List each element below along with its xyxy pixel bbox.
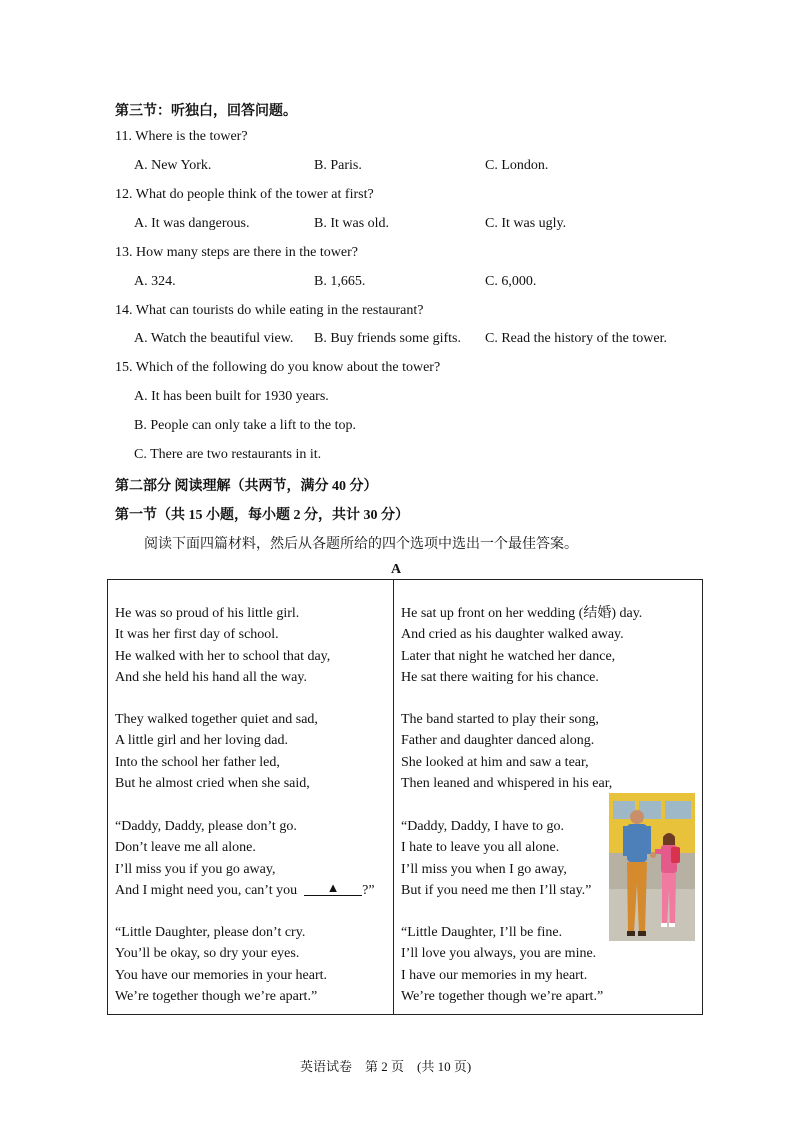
poem-line: And cried as his daughter walked away. xyxy=(401,627,624,643)
q12-option-a: A. It was dangerous. xyxy=(134,216,250,231)
poem-left-stanza-1 xyxy=(115,603,330,688)
part2-section1-heading: 第一节（共 15 小题，每小题 2 分，共计 30 分） xyxy=(115,508,409,523)
poem-line: The band started to play their song, xyxy=(401,712,599,727)
poem-line: We’re together though we’re apart.” xyxy=(401,988,604,1004)
poem-line-with-blank xyxy=(115,880,375,901)
poem-line: You have our memories in your heart. xyxy=(115,967,328,983)
q11-option-b: B. Paris. xyxy=(314,158,362,173)
poem-line: Father and daughter danced along. xyxy=(401,733,595,749)
poem-line: He was so proud of his little girl. xyxy=(115,606,300,621)
poem-line: And she held his hand all the way. xyxy=(115,669,307,685)
poem-line: Into the school her father led, xyxy=(115,754,280,770)
poem-left-stanza-4 xyxy=(115,922,327,1007)
q14-option-a: A. Watch the beautiful view. xyxy=(134,331,294,346)
poem-line: He walked with her to school that day, xyxy=(115,648,331,664)
question-11-stem: 11. Where is the tower? xyxy=(115,129,248,144)
poem-line: He sat up front on her wedding (结婚) day. xyxy=(401,606,643,621)
page-footer: 英语试卷 第 2 页 (共 10 页) xyxy=(300,1059,472,1074)
poem-line: “Little Daughter, I’ll be fine. xyxy=(401,925,563,940)
poem-line: Then leaned and whispered in his ear, xyxy=(401,775,613,791)
q13-option-b: B. 1,665. xyxy=(314,274,366,289)
q14-option-b: B. Buy friends some gifts. xyxy=(314,331,461,346)
poem-line: Later that night he watched her dance, xyxy=(401,648,616,664)
part2-heading: 第二部分 阅读理解（共两节，满分 40 分） xyxy=(115,479,378,494)
poem-line: I’ll miss you when I go away, xyxy=(401,861,567,877)
answer-blank xyxy=(304,881,362,896)
poem-line: But if you need me then I’ll stay.” xyxy=(401,882,592,898)
q12-option-b: B. It was old. xyxy=(314,216,390,231)
question-12-stem: 12. What do people think of the tower at first? xyxy=(115,187,374,202)
q14-option-c: C. Read the history of the tower. xyxy=(485,331,667,346)
poem-right-stanza-3 xyxy=(401,816,591,901)
poem-left-stanza-3 xyxy=(115,816,375,901)
poem-line: We’re together though we’re apart.” xyxy=(115,988,318,1004)
triangle-marker-icon: ▲ xyxy=(326,879,340,895)
poem-line: A little girl and her loving dad. xyxy=(115,733,289,749)
poem-line: You’ll be okay, so dry your eyes. xyxy=(115,946,300,962)
question-15-stem: 15. Which of the following do you know about the tower? xyxy=(115,360,441,375)
poem-line: They walked together quiet and sad, xyxy=(115,712,318,727)
poem-column-divider xyxy=(393,579,394,1015)
section3-heading: 第三节：听独白，回答问题。 xyxy=(115,104,297,119)
poem-line: He sat there waiting for his chance. xyxy=(401,669,599,685)
reading-instruction: 阅读下面四篇材料，然后从各题所给的四个选项中选出一个最佳答案。 xyxy=(144,537,578,552)
poem-line: “Daddy, Daddy, I have to go. xyxy=(401,819,565,834)
q11-option-a: A. New York. xyxy=(134,158,212,173)
poem-line: I’ll love you always, you are mine. xyxy=(401,946,597,962)
q11-option-c: C. London. xyxy=(485,158,549,173)
father-daughter-illustration xyxy=(609,793,695,941)
q15-option-c: C. There are two restaurants in it. xyxy=(134,447,322,462)
poem-line: “Daddy, Daddy, please don’t go. xyxy=(115,819,297,834)
question-13-stem: 13. How many steps are there in the tower? xyxy=(115,245,358,260)
q15-option-b: B. People can only take a lift to the top. xyxy=(134,418,357,433)
question-14-stem: 14. What can tourists do while eating in the restaurant? xyxy=(115,303,424,318)
poem-line: I have our memories in my heart. xyxy=(401,967,588,983)
passage-label: A xyxy=(391,562,402,577)
poem-left-stanza-2 xyxy=(115,709,318,794)
poem-line: I’ll miss you if you go away, xyxy=(115,861,276,877)
q15-option-a: A. It has been built for 1930 years. xyxy=(134,389,329,404)
poem-line: It was her first day of school. xyxy=(115,627,279,643)
poem-line: But he almost cried when she said, xyxy=(115,775,310,791)
poem-right-stanza-4 xyxy=(401,922,603,1007)
poem-line: And I might need you, can’t you xyxy=(115,882,298,898)
q12-option-c: C. It was ugly. xyxy=(485,216,567,231)
poem-line: Don’t leave me all alone. xyxy=(115,840,256,856)
q13-option-c: C. 6,000. xyxy=(485,274,537,289)
poem-line: I hate to leave you all alone. xyxy=(401,840,560,856)
poem-line: “Little Daughter, please don’t cry. xyxy=(115,925,306,940)
poem-line: She looked at him and saw a tear, xyxy=(401,754,589,770)
blank-suffix: ?” xyxy=(362,882,375,898)
poem-right-stanza-1 xyxy=(401,603,642,688)
q13-option-a: A. 324. xyxy=(134,274,176,289)
poem-right-stanza-2 xyxy=(401,709,612,794)
